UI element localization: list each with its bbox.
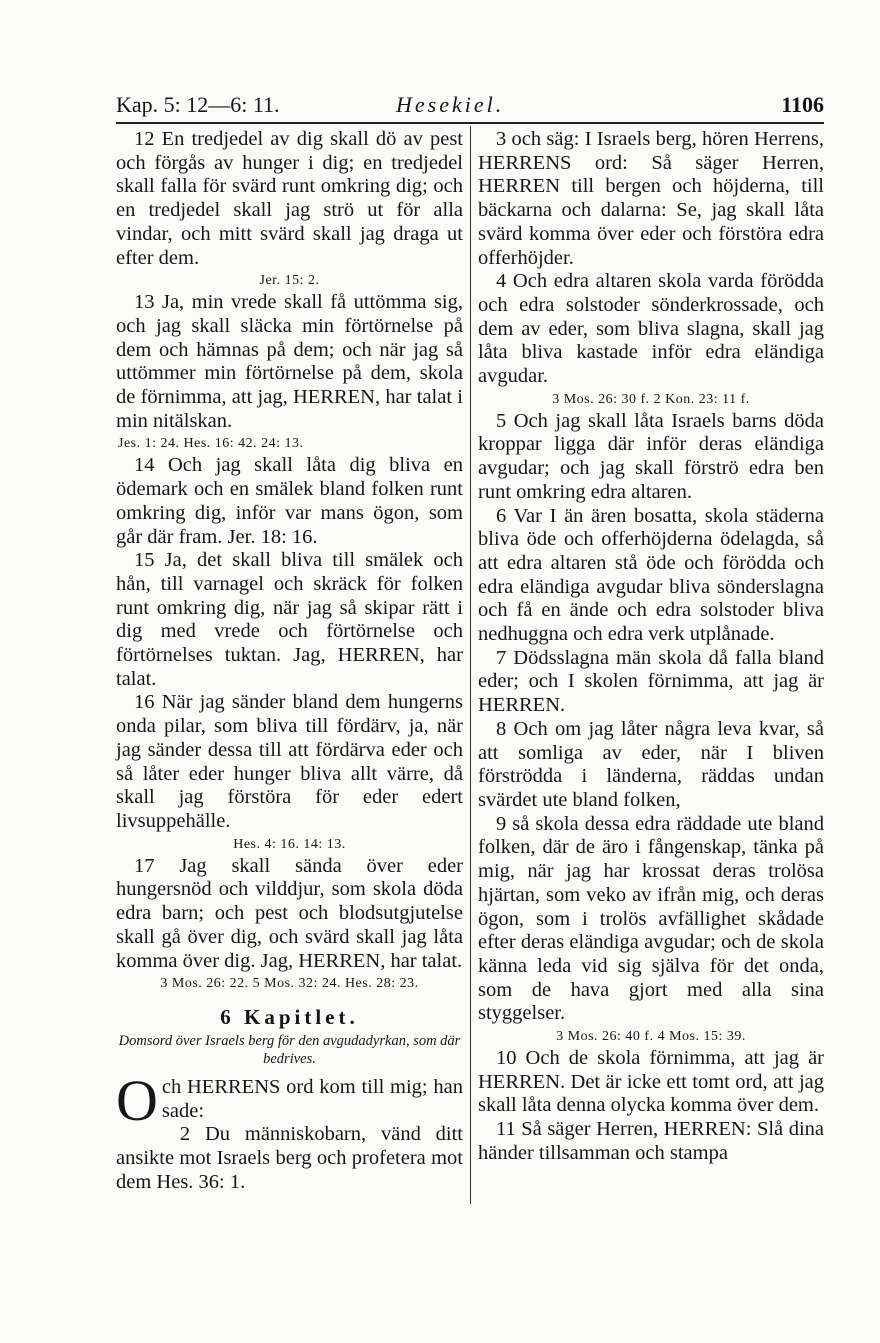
cross-reference: 3 Mos. 26: 22. 5 Mos. 32: 24. Hes. 28: 23. [160,976,419,992]
verse-1 [116,1067,463,1133]
verse-11: 11 Så säger Herren, HERREN: Slå dina händer tillsamman och stampa [478,1118,824,1164]
verse-2: 2 Du människobarn, vänd ditt ansikte mot Israels berg och profetera mot dem Hes. 36: 1. [116,1123,463,1193]
cross-reference: 3 Mos. 26: 40 f. 4 Mos. 15: 39. [556,1029,746,1045]
cross-reference: Hes. 4: 16. 14: 13. [233,836,346,852]
verse-14: 14 Och jag skall låta dig bliva en ödemark och en smälek bland folken runt omkring dig, inför var mans ögon, som går där fram. Jer. 18: 16. [116,454,463,548]
verse-1-text: ch HERRENS ord kom till mig; han sade: [161,1075,463,1122]
chapter-summary: Domsord över Israels berg för den avgudadyrkan, som där bedrives. [118,1032,461,1067]
chapter-range: Kap. 5: 12—6: 11. [116,92,280,117]
cross-reference: 3 Mos. 26: 30 f. 2 Kon. 23: 11 f. [552,391,750,407]
page-number: 1106 [781,92,824,117]
column-divider [470,126,471,1204]
verse-5: 5 Och jag skall låta Israels barns döda kroppar ligga där inför deras eländiga avgudar; och jag skall förströ edra ben runt omkring edra altaren. [478,409,824,503]
chapter-heading: 6 Kapitlet. [220,1005,359,1030]
verse-6: 6 Var I än ären bosatta, skola städerna bliva öde och offerhöjderna ödelagda, så att edra altaren stå öde och förödda och edra eländiga avgudar bliva sönderslagna och få en ände och edra solstoder bliva nedhuggna och edra verk utplånade. [478,504,824,646]
verse-3: 3 och säg: I Israels berg, hören Herrens, HERRENS ord: Så säger Herren, HERREN till bergen och höjderna, till bäckarna och dalarna: Se, jag skall låta svärd komma över eder och förstöra edra offerhöjder. [478,128,824,269]
verse-10: 10 Och de skola förnimma, att jag är HERREN. Det är icke ett tomt ord, att jag skall låta denna olycka komma över dem. [478,1047,824,1117]
right-column [478,128,824,1166]
verse-12: 12 En tredjedel av dig skall dö av pest och förgås av hunger i dig; en tredjedel skall falla för svärd runt omkring dig; och en tredjedel skall jag strö ut för alla vindar, och mitt svärd skall jag draga ut efter dem. [116,128,463,269]
verse-17: 17 Jag skall sända över eder hungersnöd och vilddjur, som skola döda edra barn; och pest och blodsutgjutelse skall gå över dig, och svärd skall jag låta komma över dig. Jag, HERREN, har talat. [116,854,463,972]
verse-4: 4 Och edra altaren skola varda förödda och edra solstoder sönderkrossade, och dem av eder, som bliva slagna, skall jag låta bliva kastade inför edra eländiga avgudar. [478,270,824,388]
verse-8: 8 Och om jag låter några leva kvar, så att somliga av eder, när I bliven förströdda i länderna, räddas undan svärdet ute bland folken, [478,717,824,811]
book-title: Hesekiel. [396,92,505,117]
verse-13: 13 Ja, min vrede skall få uttömma sig, och jag skall släcka min förtörnelse på dem och hämnas på dem; och när jag så uttömmer min förtörnelse på dem, skola de förnimma, att jag, HERREN, har talat i min nitälskan. [116,291,463,432]
cross-reference: Jes. 1: 24. Hes. 16: 42. 24: 13. [118,436,304,452]
header-rule [116,122,824,124]
page-header [116,90,824,124]
verse-16: 16 När jag sänder bland dem hungerns onda pilar, som bliva till fördärv, ja, när jag sänder dessa till att fördärva eder och så låter eder hunger bliva allt värre, då skall jag förstöra för eder edert livsuppehälle. [116,691,463,832]
verse-7: 7 Dödsslagna män skola då falla bland eder; och I skolen förnimma, att jag är HERREN. [478,646,824,717]
left-column [116,128,463,1194]
drop-cap: O [116,1067,158,1133]
verse-15: 15 Ja, det skall bliva till smälek och hån, till varnagel och skräck för folken runt omkring dig, när jag så skipar rätt i dig med vrede och förtörnelse och förtörnelses tuktan. Jag, HERREN, har talat. [116,549,463,690]
cross-reference: Jer. 15: 2. [259,273,320,289]
verse-9: 9 så skola dessa edra räddade ute bland folken, där de äro i fångenskap, tänka på mig, när jag har krossat deras trolösa hjärtan, som veko av ifrån mig, och deras ögon, som i trolös avfällighet skådade efter deras eländiga avgudar; och de skola känna leda vid sig själva för det onda, som de hava gjort med alla sina styggelser. [478,812,824,1025]
